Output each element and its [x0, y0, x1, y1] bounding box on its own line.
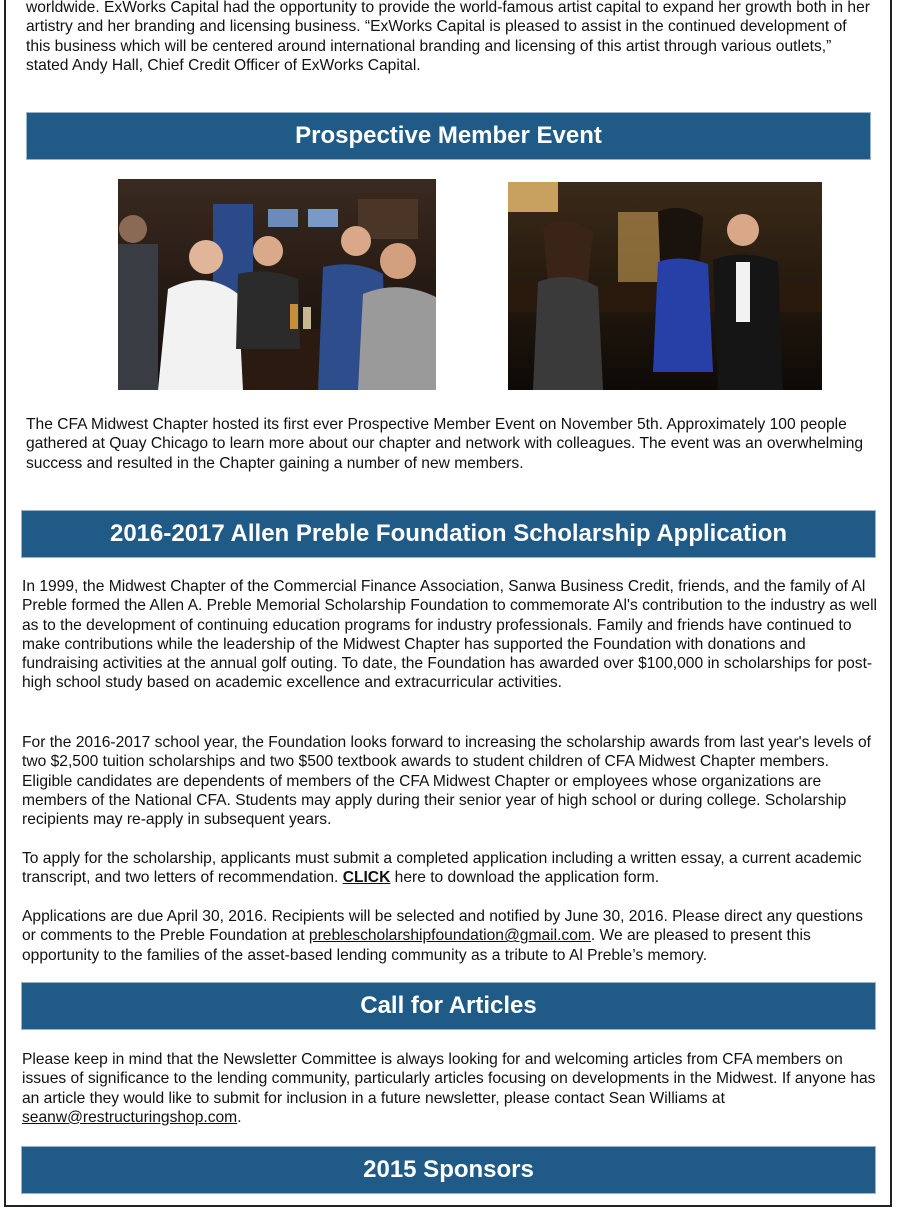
- text-segment: . We are pleased to present this opportunity to the families of the asset-based lending community as a tribute to Al Preble’s memory.: [22, 927, 811, 964]
- scholarship-paragraph-1: [22, 577, 878, 693]
- section-title: Call for Articles: [360, 992, 537, 1019]
- sponsors-banner: [21, 1146, 876, 1194]
- text-segment: here to download the application form.: [390, 869, 660, 887]
- scholarship-text-2: For the 2016-2017 school year, the Foundation looks forward to increasing the scholarship awards from last year's levels of two $2,500 tuition scholarships and two $500 textbook awards to student children of CFA Midwest Chapter members. Eligible candidates are dependents of members of the CFA Midwest Chapter or employees whose organizations are members of the National CFA. Students may apply during their senior year of high school or during college. Scholarship recipients may re-apply in subsequent years.: [22, 734, 871, 829]
- event-photo-1-image: [118, 179, 436, 390]
- event-photo-2-image: [508, 182, 822, 390]
- scholarship-paragraph-3: [22, 849, 878, 888]
- download-application-link[interactable]: CLICK: [342, 869, 391, 887]
- section-title: 2016-2017 Allen Preble Foundation Scholarship Application: [109, 520, 788, 547]
- text-segment: .: [237, 1108, 242, 1126]
- prospective-paragraph: [26, 415, 872, 473]
- intro-text: worldwide. ExWorks Capital had the opportunity to provide the world-famous artist capital to expand her growth both in her artistry and her branding and licensing business. “ExWorks Capital is pleased to assist in the continued development of this business which will be centered around international branding and licensing of this artist through various outlets,” stated Andy Hall, Chief Credit Officer of ExWorks Capital.: [26, 0, 870, 74]
- scholarship-text-4: [22, 907, 878, 965]
- text-segment: Please keep in mind that the Newsletter Committee is always looking for and welcoming articles from CFA members on issues of significance to the lending community, particularly articles focusing on developments in the Midwest. If anyone has an article they would like to submit for inclusion in a future newsletter, please contact Sean Williams at: [22, 1051, 876, 1107]
- call-for-articles-banner: [21, 982, 876, 1030]
- section-title: Prospective Member Event: [295, 122, 602, 149]
- text-segment: To apply for the scholarship, applicants must submit a completed application including a written essay, a current academic transcript, and two letters of recommendation.: [22, 850, 862, 887]
- scholarship-paragraph-4: [22, 907, 878, 965]
- prospective-text: The CFA Midwest Chapter hosted its first ever Prospective Member Event on November 5th. Approximately 100 people gathered at Quay Chicago to learn more about our chapter and network with colleagues. The event was an overwhelming success and resulted in the Chapter gaining a number of new members.: [26, 416, 864, 472]
- event-photo-1: [118, 179, 436, 390]
- scholarship-text-3: [22, 849, 878, 888]
- scholarship-paragraph-2: [22, 733, 878, 829]
- sean-email-link[interactable]: seanw@restructuringshop.com: [22, 1108, 238, 1126]
- section-title: 2015 Sponsors: [363, 1156, 534, 1183]
- preble-email-link[interactable]: preblescholarshipfoundation@gmail.com: [308, 927, 591, 945]
- scholarship-text-1: In 1999, the Midwest Chapter of the Commercial Finance Association, Sanwa Business Credit, friends, and the family of Al Preble formed the Allen A. Preble Memorial Scholarship Foundation to commemorate Al's contribution to the industry as well as to the development of continuing education programs for industry professionals. Family and friends have continued to make contributions while the leadership of the Midwest Chapter has supported the Foundation with donations and fundraising activities at the annual golf outing. To date, the Foundation has awarded over $100,000 in scholarships for post-high school study based on academic excellence and extracurricular activities.: [22, 578, 877, 692]
- event-photo-2: [508, 182, 822, 390]
- text-segment: Applications are due April 30, 2016. Recipients will be selected and notified by June 30, 2016. Please direct any questions or comments to the Preble Foundation at: [22, 908, 863, 945]
- intro-paragraph: [26, 0, 872, 75]
- articles-text: [22, 1050, 878, 1127]
- articles-paragraph: [22, 1050, 878, 1127]
- prospective-member-event-banner: [26, 112, 871, 160]
- scholarship-banner: [21, 510, 876, 558]
